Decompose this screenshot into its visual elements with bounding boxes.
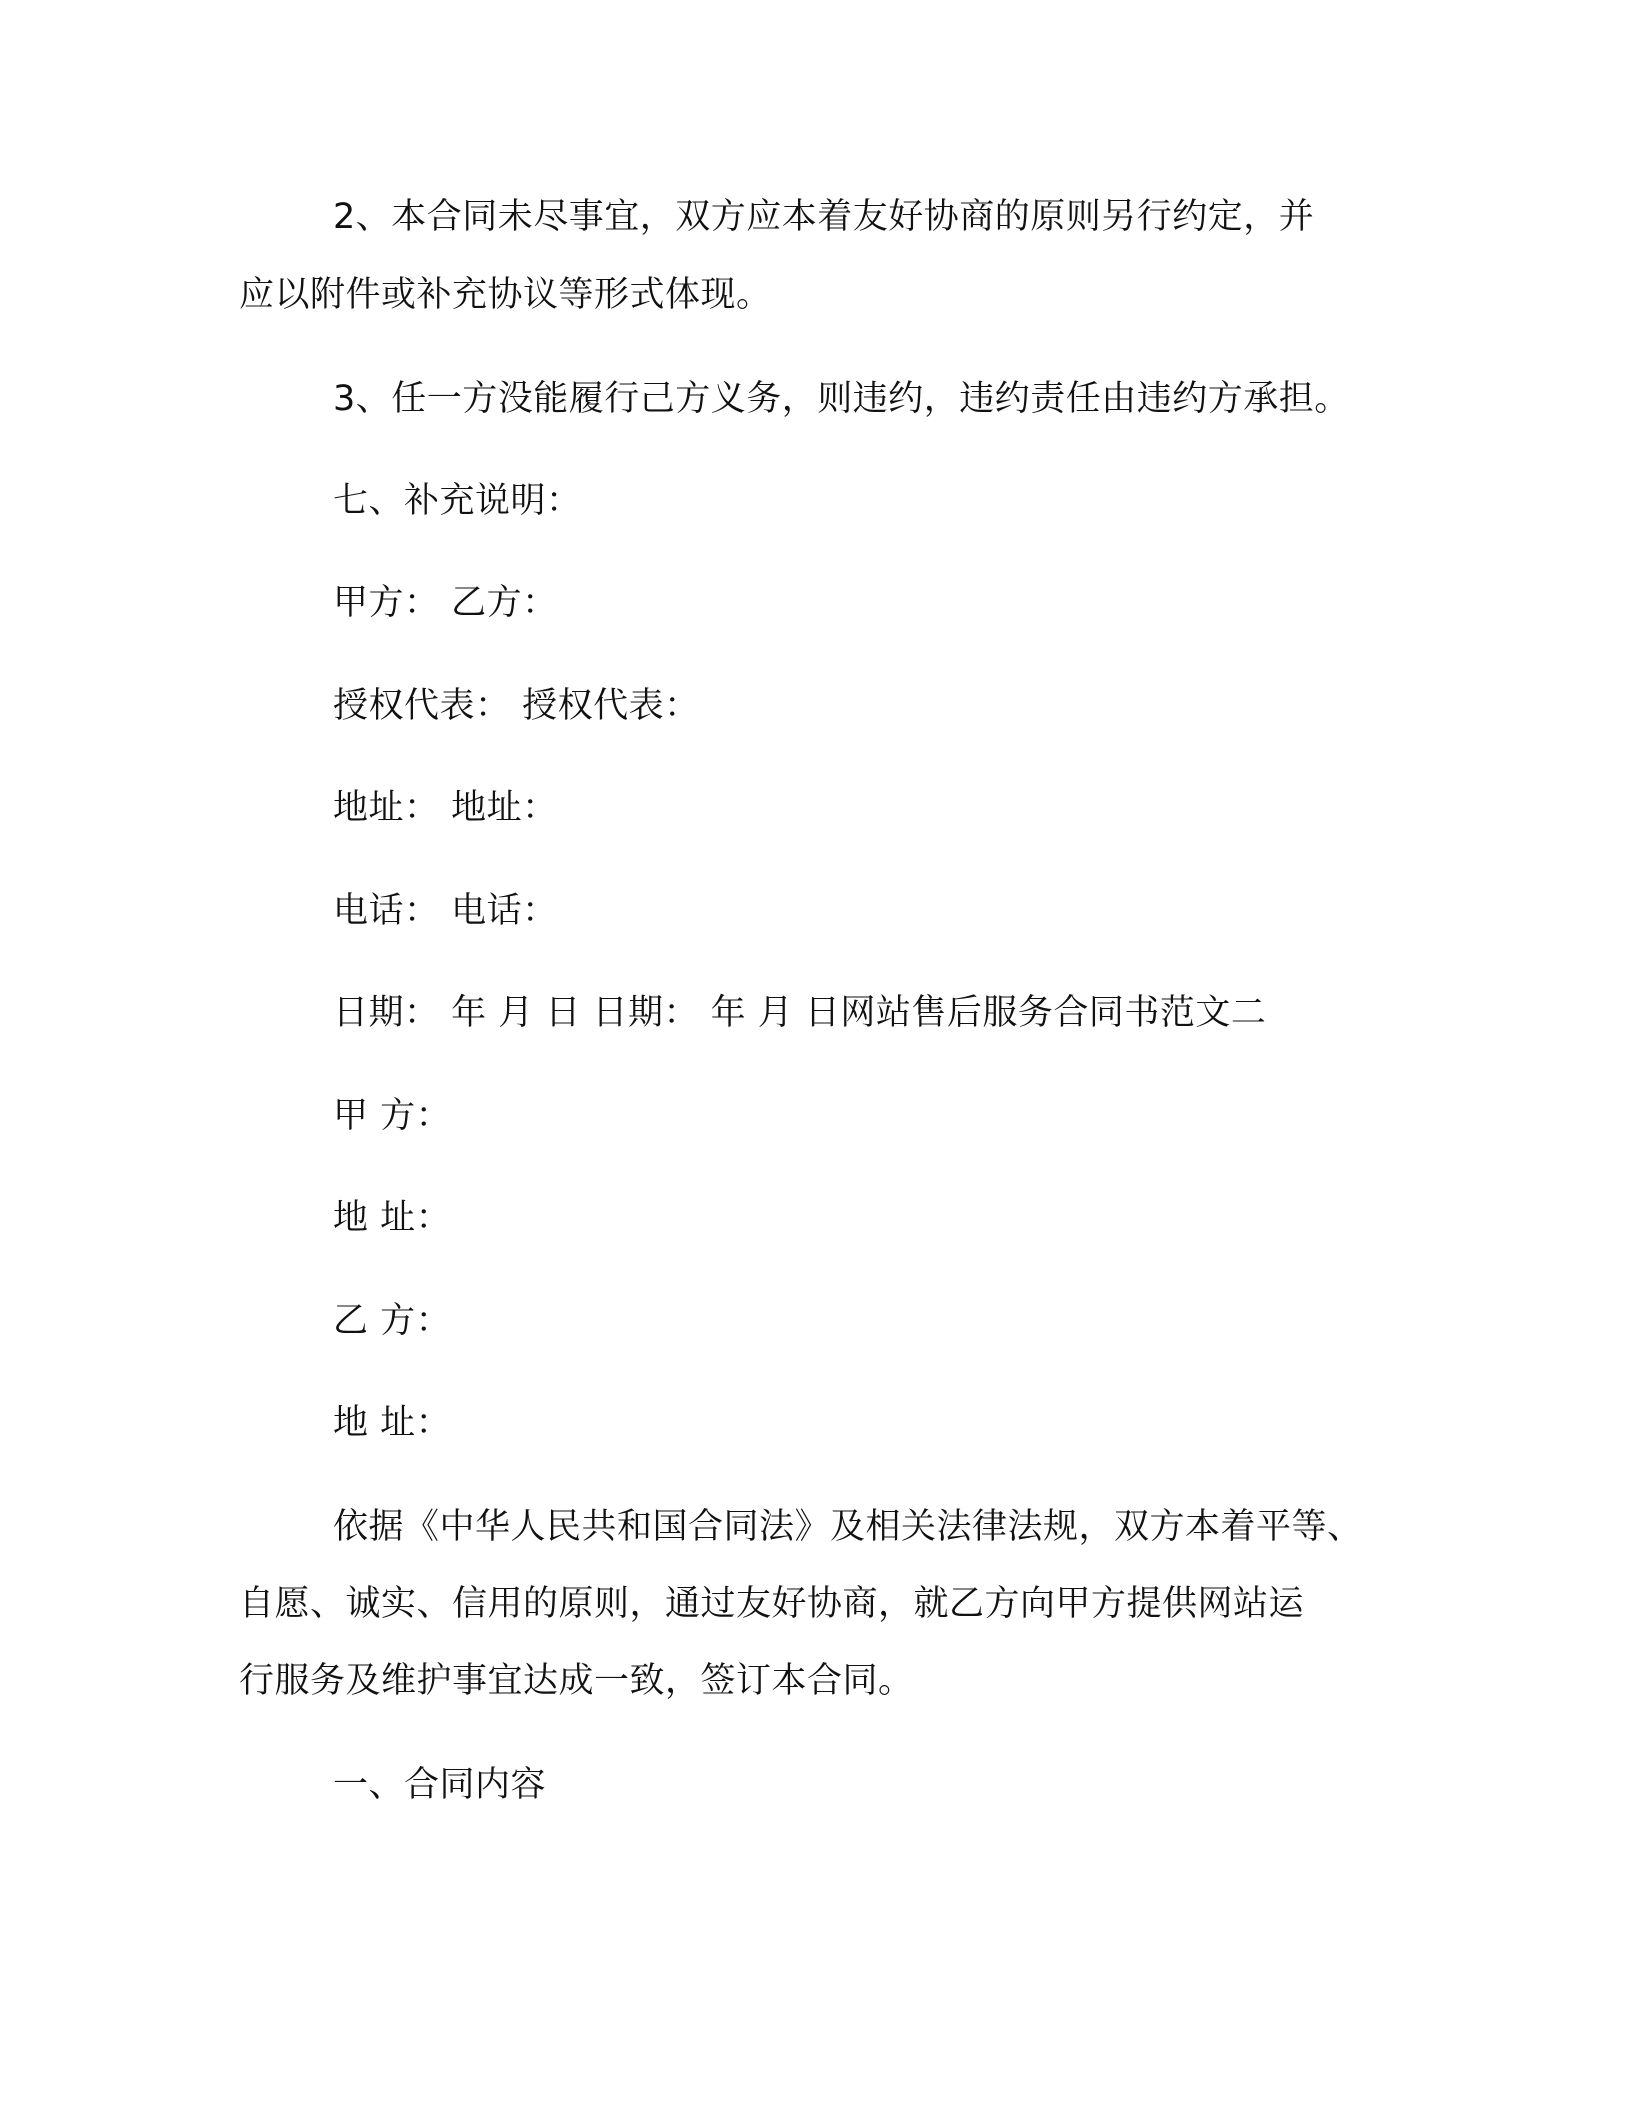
section-7-heading: 七、补充说明： (333, 481, 582, 521)
party-a-address-field: 地 址： (333, 1198, 452, 1238)
clause-2-line-1: 2、本合同未尽事宜，双方应本着友好协商的原则另行约定，并 (333, 197, 1315, 237)
address-line: 地址： 地址： (333, 788, 558, 828)
preamble-line-1: 依据《中华人民共和国合同法》及相关法律法规，双方本着平等、 (333, 1507, 1363, 1547)
section-1-heading: 一、合同内容 (333, 1765, 547, 1805)
clause-2-line-2: 应以附件或补充协议等形式体现。 (239, 275, 772, 315)
party-a-field: 甲 方： (333, 1096, 452, 1136)
party-b-address-field: 地 址： (333, 1403, 452, 1443)
party-b-field: 乙 方： (333, 1301, 452, 1341)
clause-3: 3、任一方没能履行己方义务，则违约，违约责任由违约方承担。 (333, 379, 1350, 419)
date-line: 日期： 年 月 日 日期： 年 月 日网站售后服务合同书范文二 (333, 993, 1267, 1033)
phone-line: 电话： 电话： (333, 891, 558, 931)
party-line: 甲方： 乙方： (333, 583, 558, 623)
preamble-line-2: 自愿、诚实、信用的原则，通过友好协商，就乙方向甲方提供网站运 (239, 1584, 1305, 1624)
preamble-line-3: 行服务及维护事宜达成一致，签订本合同。 (239, 1661, 914, 1701)
representative-line: 授权代表： 授权代表： (333, 686, 700, 726)
